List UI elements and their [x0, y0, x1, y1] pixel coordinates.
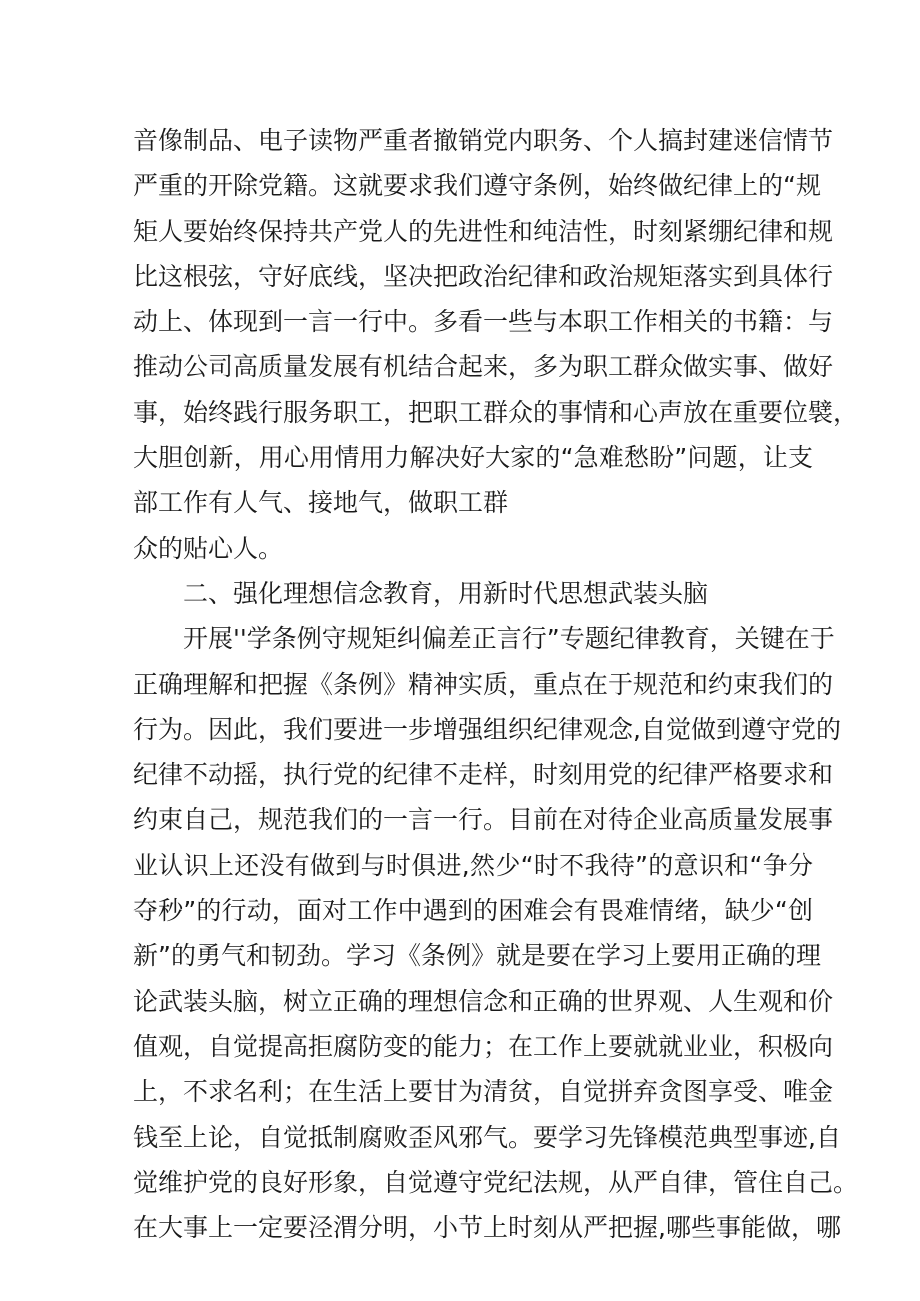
text-line: 二、强化理想信念教育，用新时代思想武装头脑: [183, 578, 709, 608]
text-line: 比这根弦，守好底线，坚决把政治纪律和政治规矩落实到具体行: [133, 261, 834, 291]
text-line: 矩人要始终保持共产党人的先进性和纯洁性，时刻紧绷纪律和规: [133, 216, 834, 246]
text-line: 夺秒”的行动，面对工作中遇到的困难会有畏难情绪，缺少“创: [133, 896, 813, 926]
text-line: 在大事上一定要泾渭分明，小节上时刻从严把握,哪些事能做，哪: [133, 1213, 841, 1243]
text-line: 新”的勇气和韧劲。学习《条例》就是要在学习上要用正确的理: [133, 941, 821, 971]
text-line: 动上、体现到一言一行中。多看一些与本职工作相关的书籍：与: [133, 307, 834, 337]
text-line: 上，不求名利；在生活上要甘为清贫，自觉拼弃贪图享受、唯金: [133, 1077, 834, 1107]
text-line: 部工作有人气、接地气，做职工群: [133, 488, 509, 518]
text-line: 值观，自觉提高拒腐防变的能力；在工作上要就就业业，积极向: [133, 1031, 834, 1061]
text-line: 开展''学条例守规矩纠偏差正言行”专题纪律教育，关键在于: [183, 624, 835, 654]
text-line: 大胆创新，用心用情用力解决好大家的“急难愁盼”问题，让支: [133, 443, 813, 473]
text-line: 论武装头脑，树立正确的理想信念和正确的世界观、人生观和价: [133, 986, 834, 1016]
body-text: [133, 118, 859, 1250]
text-line: 钱至上论，自觉抵制腐败歪风邪气。要学习先锋模范典型事迹,自: [133, 1122, 841, 1152]
text-line: 纪律不动摇，执行党的纪律不走样，时刻用党的纪律严格要求和: [133, 760, 834, 790]
text-line: 业认识上还没有做到与时俱进,然少“时不我待”的意识和“争分: [133, 850, 813, 880]
text-line: 正确理解和把握《条例》精神实质，重点在于规范和约束我们的: [133, 669, 834, 699]
text-line: 严重的开除党籍。这就要求我们遵守条例，始终做纪律上的“规: [133, 171, 821, 201]
text-line: 行为。因此，我们要进一步增强组织纪律观念,自觉做到遵守党的: [133, 714, 841, 744]
text-line: 事，始终践行服务职工，把职工群众的事情和心声放在重要位襞，: [133, 397, 859, 427]
text-line: 觉维护党的良好形象，自觉遵守党纪法规，从严自律，管住自己。: [133, 1167, 859, 1197]
text-line: 推动公司高质量发展有机结合起来，多为职工群众做实事、做好: [133, 352, 834, 382]
text-line: 约束自己，规范我们的一言一行。目前在对待企业高质量发展事: [133, 805, 834, 835]
text-line: 音像制品、电子读物严重者撤销党内职务、个人搞封建迷信情节: [133, 126, 834, 155]
text-line: 众的贴心人。: [133, 533, 284, 563]
